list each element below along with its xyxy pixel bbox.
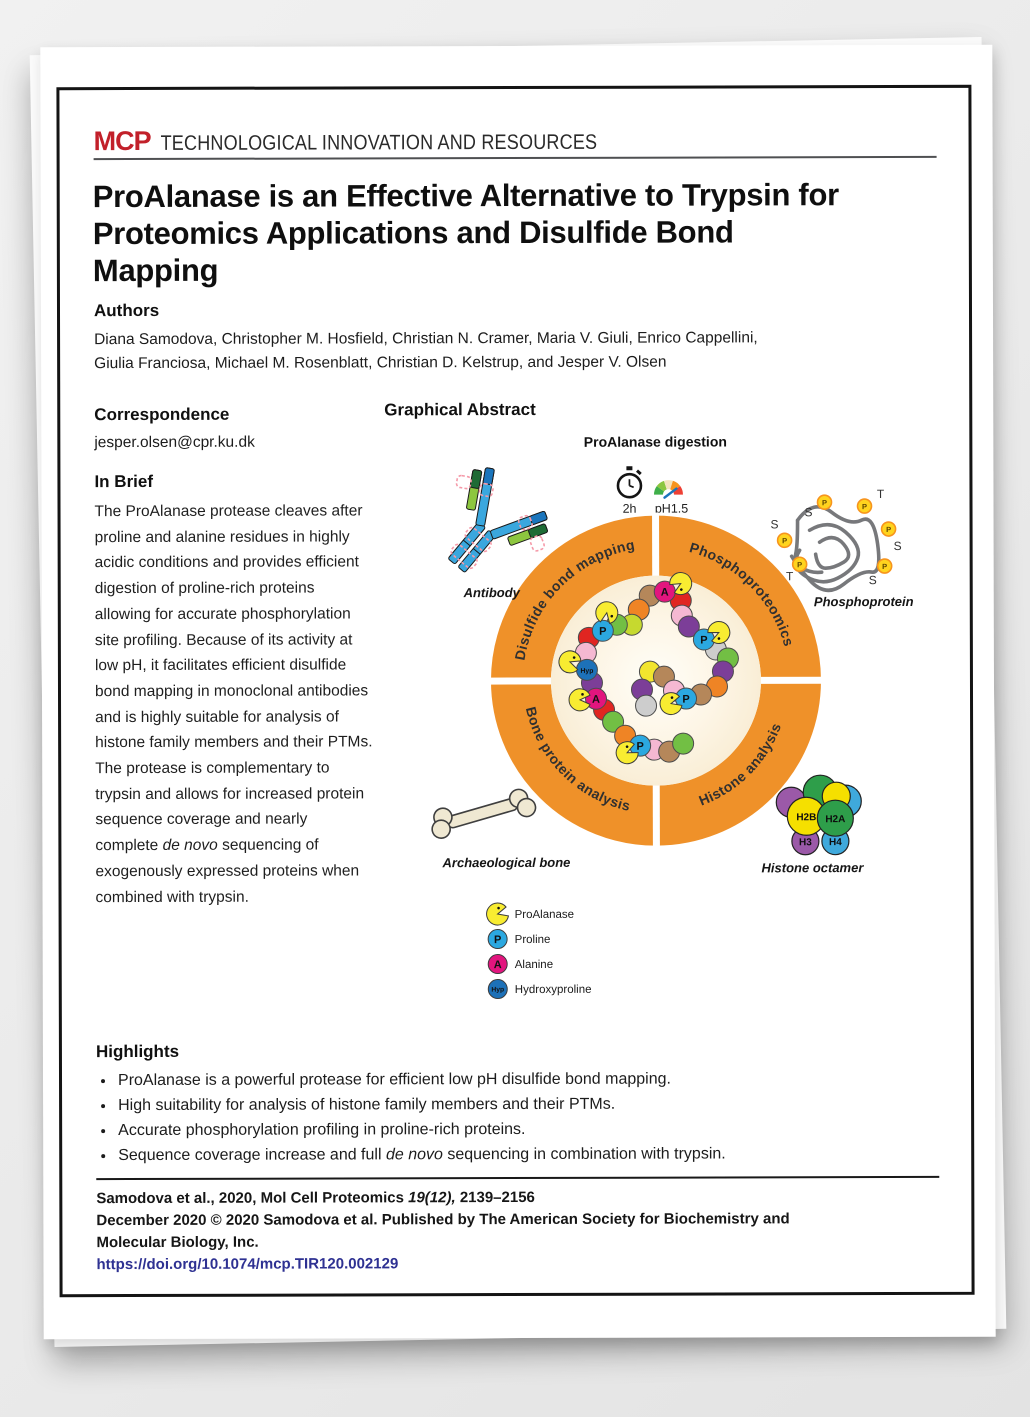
svg-text:P: P [493, 934, 502, 947]
antibody-callout-label: Antibody [463, 584, 520, 601]
highlight-item-italic: de novo [385, 1146, 443, 1164]
proline-residue-label: P [599, 625, 607, 638]
citation-part1: Samodova et al., 2020, Mol Cell Proteomics [96, 1189, 409, 1208]
in-brief-heading: In Brief [94, 471, 154, 492]
alanine-residue-label: A [592, 693, 601, 706]
legend-item-proline [488, 929, 550, 948]
svg-text:ProAlanase: ProAlanase [514, 908, 575, 922]
svg-text:A: A [493, 959, 502, 972]
article-title: ProAlanase is an Effective Alternative to Trypsin for Proteomics Applications and Disulfide Bond Mapping [92, 177, 839, 289]
bone-illustration [427, 783, 538, 843]
histone-h4-label: H4 [828, 837, 842, 849]
graphical-abstract-figure [387, 428, 929, 1057]
in-brief-text-part2: sequencing of exogenously expressed proteins when combined with trypsin. [95, 836, 360, 906]
phospho-site-p: P [782, 536, 788, 546]
histone-h2a-label: H2A [825, 814, 846, 826]
copyright-line: December 2020 © 2020 Samodova et al. Published by The American Society for Biochemistry and Molecular Biology, Inc. [96, 1210, 790, 1252]
highlight-item-part2: sequencing in combination with trypsin. [442, 1145, 726, 1164]
phospho-residue-letter: S [770, 517, 779, 532]
paper-stack [42, 46, 994, 1338]
quadrant-label-histone: Histone analysis [696, 720, 785, 809]
histone-callout-label: Histone octamer [761, 860, 864, 876]
diagram-legend [484, 901, 591, 999]
highlight-item: • ProAlanase is a powerful protease for efficient low pH disulfide bond mapping. [116, 1066, 936, 1093]
phospho-site-p: P [821, 498, 828, 508]
svg-text:Proline: Proline [514, 933, 551, 947]
legend-item-hydroxyproline [488, 979, 591, 998]
histone-h2b-label: H2B [796, 812, 817, 824]
hydroxyproline-residue-label: Hyp [580, 667, 594, 675]
citation-line [96, 1186, 841, 1210]
digestion-time-label: 2h [622, 501, 637, 516]
highlight-item: • Accurate phosphorylation profiling in proline-rich proteins. [116, 1116, 936, 1143]
histone-octamer-illustration [776, 775, 861, 855]
doi-link[interactable]: https://doi.org/10.1074/mcp.TIR120.002129 [96, 1255, 399, 1274]
phosphoprotein-callout-label: Phosphoprotein [813, 593, 914, 610]
correspondence-heading: Correspondence [94, 404, 230, 425]
in-brief-text-italic: de novo [162, 836, 218, 855]
citation-pages: 2139–2156 [455, 1188, 535, 1207]
journal-cover-page [40, 45, 995, 1339]
in-brief-text [94, 498, 373, 910]
article-type-label: TECHNOLOGICAL INNOVATION AND RESOURCES [160, 130, 598, 155]
histone-h3-label: H3 [798, 837, 812, 849]
legend-item-proalanase [484, 901, 574, 928]
highlight-item [116, 1141, 936, 1168]
phospho-site-p: P [861, 502, 868, 512]
quadrant-label-phospho: Phosphoproteomics [687, 539, 798, 649]
phosphoprotein-illustration [770, 487, 901, 590]
journal-header [94, 125, 669, 158]
phospho-site-p: P [797, 560, 803, 570]
phospho-site-p: P [882, 562, 888, 572]
authors-names: Diana Samodova, Christopher M. Hosfield, Christian N. Cramer, Maria V. Giuli, Enrico Cappellini, Giulia Franciosa, Michael M. Rosenblatt, Christian D. Kelstrup, and Jesper V. Olsen [94, 329, 758, 373]
phospho-residue-letter: S [893, 538, 902, 554]
svg-text:Hydroxyproline: Hydroxyproline [514, 983, 592, 997]
citation-volume-italic: 19(12), [408, 1189, 456, 1207]
mcp-logo: MCP [93, 125, 151, 157]
graphical-abstract-heading: Graphical Abstract [384, 399, 536, 420]
highlight-item: • High suitability for analysis of histone family members and their PTMs. [116, 1091, 936, 1118]
quadrant-label-disulfide: Disulfide bond mapping [511, 536, 637, 662]
phospho-residue-letter: T [876, 487, 885, 502]
diagram-title: ProAlanase digestion [583, 433, 727, 450]
highlight-item-part1: Sequence coverage increase and full [118, 1146, 386, 1165]
legend-item-alanine [488, 954, 553, 973]
highlights-heading: Highlights [95, 1041, 180, 1062]
quadrant-label-bone: Bone protein analysis [522, 705, 633, 814]
citation-block [96, 1186, 841, 1276]
phospho-residue-letter: T [786, 569, 794, 584]
authors-heading: Authors [93, 300, 160, 321]
svg-text:Alanine: Alanine [514, 958, 554, 972]
correspondence-email: jesper.olsen@cpr.ku.dk [94, 433, 255, 452]
in-brief-text-part1: The ProAlanase protease cleaves after proline and alanine residues in highly acidic conditions and provides efficient digestion of proline-rich proteins allowing for accurate phosphorylation site profiling. Because of its activity at low pH, it facilitates efficient disulfide bond mapping in monoclonal antibodies and is highly suitable for analysis of histone family members and their PTMs. The protease is complementary to trypsin and allows for increased protein sequence coverage and nearly complete [94, 502, 373, 855]
alanine-residue-label: A [660, 586, 669, 599]
proline-residue-label: P [682, 693, 690, 706]
phospho-site-p: P [886, 525, 892, 535]
proline-residue-label: P [700, 634, 708, 647]
ph-gauge-icon [658, 485, 678, 498]
digestion-ph-label: pH1.5 [654, 501, 689, 516]
stopwatch-icon [618, 466, 642, 497]
proline-residue-label: P [636, 740, 644, 753]
highlights-list [96, 1066, 936, 1168]
footer-rule [96, 1176, 939, 1180]
bone-callout-label: Archaeological bone [442, 854, 571, 871]
phospho-residue-letter: S [868, 573, 877, 588]
phospho-residue-letter: S [804, 505, 813, 520]
page-border-frame [56, 85, 974, 1297]
svg-text:Hyp: Hyp [491, 986, 505, 994]
